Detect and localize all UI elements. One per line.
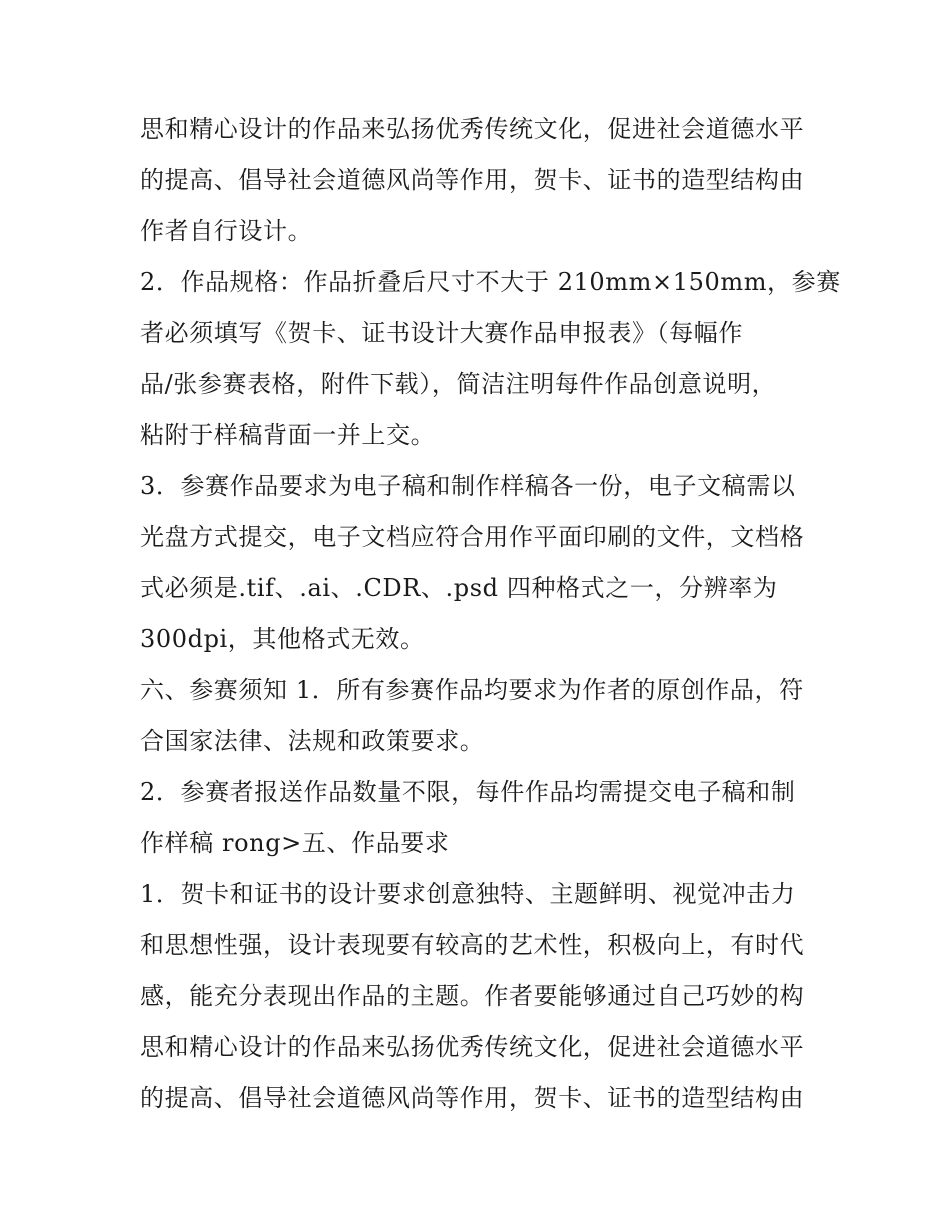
text-line: 粘附于样稿背面一并上交。 (140, 421, 436, 449)
text-line: 和思想性强，设计表现要有较高的艺术性，积极向上，有时代 (140, 931, 805, 959)
text-line: 思和精心设计的作品来弘扬优秀传统文化，促进社会道德水平 (140, 115, 805, 143)
text-line: 思和精心设计的作品来弘扬优秀传统文化，促进社会道德水平 (140, 1033, 805, 1061)
text-line: 作样稿 rong>五、作品要求 (140, 829, 450, 857)
text-line: 2．作品规格：作品折叠后尺寸不大于 210mm×150mm，参赛 (140, 268, 841, 296)
text-line: 品/张参赛表格，附件下载），简洁注明每件作品创意说明， (140, 370, 777, 398)
text-line: 300dpi，其他格式无效。 (140, 625, 425, 653)
text-line: 合国家法律、法规和政策要求。 (140, 727, 485, 755)
text-line: 2．参赛者报送作品数量不限，每件作品均需提交电子稿和制 (140, 778, 796, 806)
text-line: 六、参赛须知 1．所有参赛作品均要求为作者的原创作品，符 (140, 676, 804, 704)
text-line: 1．贺卡和证书的设计要求创意独特、主题鲜明、视觉冲击力 (140, 880, 796, 908)
text-line: 光盘方式提交，电子文档应符合用作平面印刷的文件，文档格 (140, 523, 805, 551)
text-line: 感，能充分表现出作品的主题。作者要能够通过自己巧妙的构 (140, 982, 805, 1010)
text-line: 的提高、倡导社会道德风尚等作用，贺卡、证书的造型结构由 (140, 166, 805, 194)
text-line: 式必须是.tif、.ai、.CDR、.psd 四种格式之一，分辨率为 (140, 574, 778, 602)
text-line: 者必须填写《贺卡、证书设计大赛作品申报表》（每幅作 (140, 319, 743, 347)
text-line: 作者自行设计。 (140, 217, 313, 245)
text-line: 的提高、倡导社会道德风尚等作用，贺卡、证书的造型结构由 (140, 1084, 805, 1112)
text-line: 3．参赛作品要求为电子稿和制作样稿各一份，电子文稿需以 (140, 472, 796, 500)
